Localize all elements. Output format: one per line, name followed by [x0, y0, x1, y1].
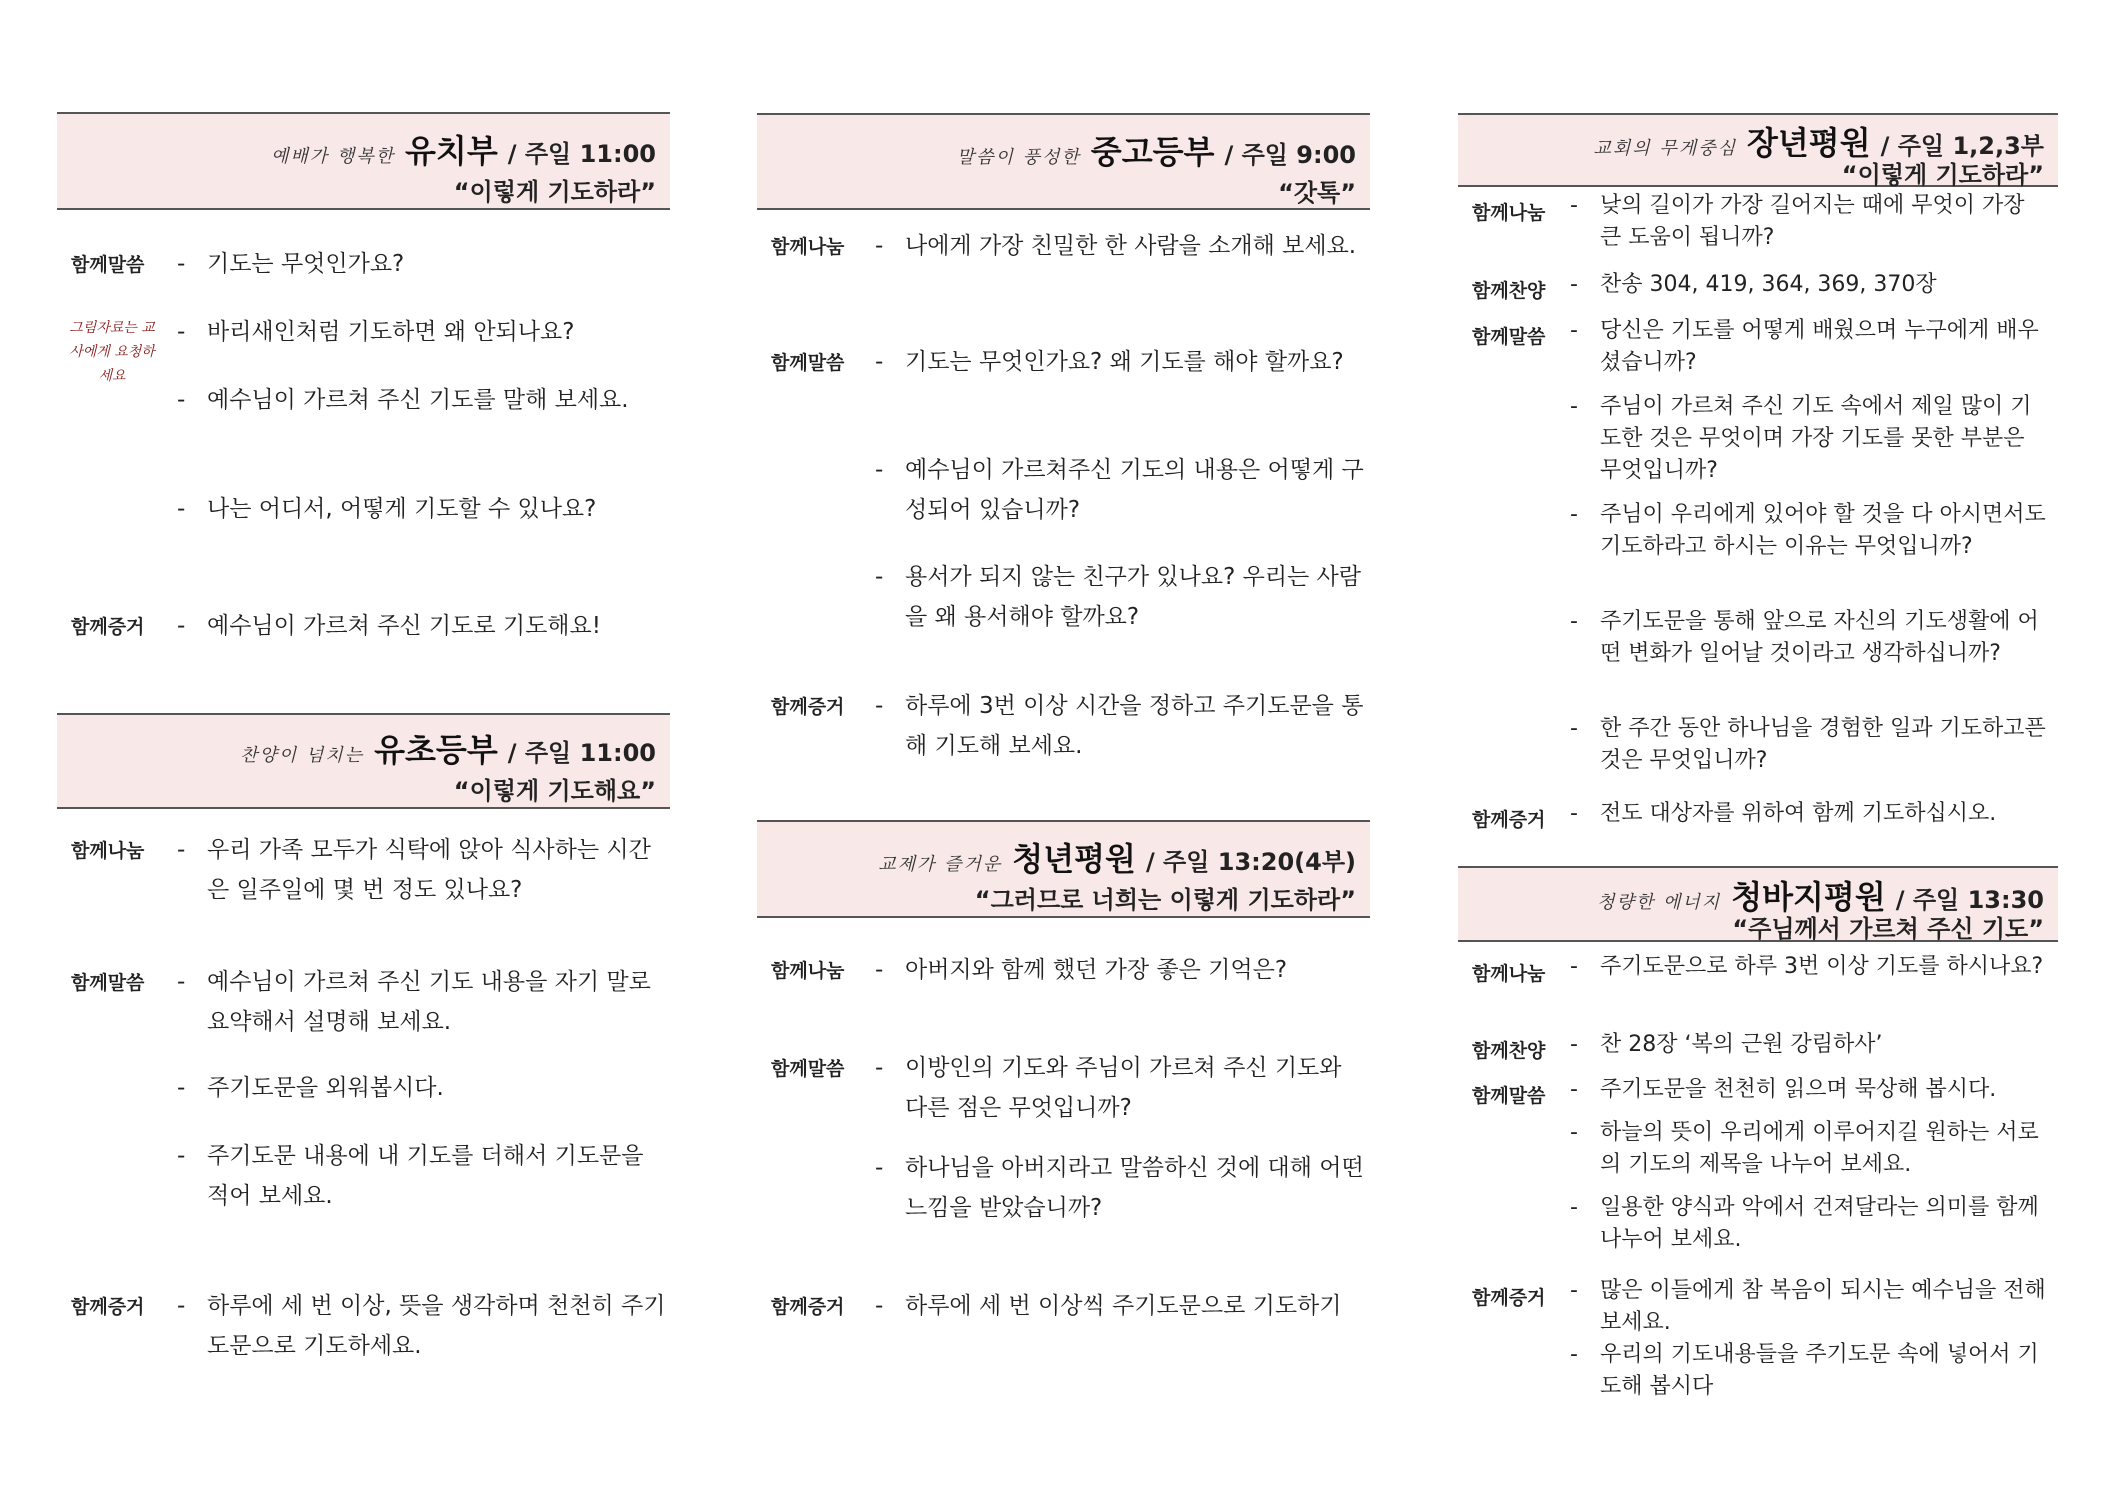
teacher-note: 그림자료는 교사에게 요청하세요: [69, 320, 155, 384]
list-item: - 나는 어디서, 어떻게 기도할 수 있나요?: [177, 496, 597, 522]
label-hymn: 함께찬양: [1472, 1040, 1546, 1062]
list-item: - 주님이 우리에게 있어야 할 것을 다 아시면서도 기도하라고 하시는 이유는 무엇입니까?: [1570, 502, 2046, 559]
list-item: - 주기도문을 통해 앞으로 자신의 기도생활에 어떤 변화가 일어날 것이라고 생각하십니까?: [1570, 609, 2039, 666]
section-theme: “이렇게 기도해요”: [453, 777, 656, 805]
list-item: - 찬 28장 ‘복의 근원 강림하사’: [1570, 1032, 1883, 1057]
list-item: - 기도는 무엇인가요?: [177, 251, 405, 277]
list-item: - 나에게 가장 친밀한 한 사람을 소개해 보세요.: [875, 233, 1357, 259]
label-share: 함께나눔: [771, 236, 845, 258]
column-3: [1458, 0, 2058, 1488]
list-item: - 일용한 양식과 악에서 건져달라는 의미를 함께 나누어 보세요.: [1570, 1195, 2039, 1252]
label-witness: 함께증거: [771, 1296, 845, 1318]
header-title-line: [240, 725, 656, 771]
service-time: / 주일 11:00: [507, 140, 656, 168]
list-item: - 많은 이들에게 참 복음이 되시는 예수님을 전해보세요.: [1570, 1278, 2046, 1335]
label-share: 함께나눔: [1472, 963, 1546, 985]
header-title-line: [878, 834, 1356, 880]
list-item: - 하루에 3번 이상 시간을 정하고 주기도문을 통해 기도해 보세요.: [875, 693, 1364, 759]
list-item: - 하루에 세 번 이상, 뜻을 생각하며 천천히 주기도문으로 기도하세요.: [177, 1293, 666, 1359]
list-item: - 기도는 무엇인가요? 왜 기도를 해야 할까요?: [875, 349, 1344, 375]
label-word: 함께말씀: [1472, 1085, 1546, 1107]
list-item: - 예수님이 가르쳐 주신 기도를 말해 보세요.: [177, 387, 629, 413]
list-item: - 한 주간 동안 하나님을 경험한 일과 기도하고픈 것은 무엇입니까?: [1570, 716, 2046, 773]
label-witness: 함께증거: [71, 616, 145, 638]
department-tagline: 예배가 행복한: [270, 146, 395, 167]
list-item: - 바리새인처럼 기도하면 왜 안되나요?: [177, 319, 575, 345]
service-time: / 주일 9:00: [1224, 141, 1356, 169]
list-item: - 예수님이 가르쳐 주신 기도 내용을 자기 말로 요약해서 설명해 보세요.: [177, 969, 651, 1035]
label-word: 함께말씀: [771, 352, 845, 374]
department-name: 유초등부: [374, 731, 498, 769]
department-tagline: 말씀이 풍성한: [956, 147, 1081, 168]
section-theme: “그러므로 너희는 이렇게 기도하라”: [974, 886, 1356, 914]
list-item: - 낮의 길이가 가장 길어지는 때에 무엇이 가장 큰 도움이 됩니까?: [1570, 193, 2025, 250]
department-name: 청바지평원: [1731, 878, 1886, 916]
department-tagline: 교회의 무게중심: [1593, 138, 1737, 159]
department-name: 청년평원: [1012, 840, 1136, 878]
list-item: - 하나님을 아버지라고 말씀하신 것에 대해 어떤 느낌을 받았습니까?: [875, 1155, 1364, 1221]
service-time: / 주일 13:20(4부): [1145, 848, 1356, 876]
section-theme: “이렇게 기도하라”: [453, 178, 656, 206]
label-witness: 함께증거: [771, 696, 845, 718]
section-theme: “갓톡”: [1278, 179, 1356, 207]
section-theme: “주님께서 가르쳐 주신 기도”: [1732, 915, 2044, 943]
label-word: 함께말씀: [1472, 326, 1546, 348]
list-item: - 아버지와 함께 했던 가장 좋은 기억은?: [875, 957, 1288, 983]
list-item: - 예수님이 가르쳐 주신 기도로 기도해요!: [177, 613, 601, 639]
section-header-kindergarten: [57, 112, 670, 210]
section-header-youth: [757, 113, 1370, 210]
label-word: 함께말씀: [71, 972, 145, 994]
section-header-elementary: [57, 713, 670, 809]
department-tagline: 찬양이 넘치는: [240, 745, 365, 766]
list-item: - 우리 가족 모두가 식탁에 앉아 식사하는 시간은 일주일에 몇 번 정도 있나요?: [177, 837, 651, 903]
section-header-young-couples: [1458, 866, 2058, 942]
column-2: [757, 0, 1370, 1488]
service-time: / 주일 13:30: [1895, 886, 2044, 914]
label-hymn: 함께찬양: [1472, 280, 1546, 302]
service-time: / 주일 11:00: [507, 739, 656, 767]
list-item: - 당신은 기도를 어떻게 배웠으며 누구에게 배우셨습니까?: [1570, 318, 2039, 375]
list-item: - 용서가 되지 않는 친구가 있나요? 우리는 사람을 왜 용서해야 할까요?: [875, 564, 1361, 630]
list-item: - 예수님이 가르쳐주신 기도의 내용은 어떻게 구성되어 있습니까?: [875, 457, 1364, 523]
list-item: - 찬송 304, 419, 364, 369, 370장: [1570, 272, 1937, 297]
section-theme: “이렇게 기도하라”: [1841, 161, 2044, 189]
label-share: 함께나눔: [771, 960, 845, 982]
department-name: 장년평원: [1746, 124, 1871, 162]
list-item: - 주님이 가르쳐 주신 기도 속에서 제일 많이 기도한 것은 무엇이며 가장 기도를 못한 부분은 무엇입니까?: [1570, 394, 2032, 483]
section-header-adults: [1458, 113, 2058, 187]
department-tagline: 교제가 즐거운: [878, 854, 1003, 875]
label-witness: 함께증거: [71, 1296, 145, 1318]
list-item: - 이방인의 기도와 주님이 가르쳐 주신 기도와 다른 점은 무엇입니까?: [875, 1055, 1342, 1121]
department-name: 중고등부: [1090, 133, 1215, 171]
label-witness: 함께증거: [1472, 1287, 1546, 1309]
label-share: 함께나눔: [1472, 202, 1546, 224]
label-share: 함께나눔: [71, 840, 145, 862]
list-item: - 주기도문 내용에 내 기도를 더해서 기도문을 적어 보세요.: [177, 1143, 644, 1209]
list-item: - 주기도문을 천천히 읽으며 묵상해 봅시다.: [1570, 1077, 1997, 1102]
section-header-young-adults: [757, 820, 1370, 918]
list-item: - 전도 대상자를 위하여 함께 기도하십시오.: [1570, 801, 1997, 826]
label-word: 함께말씀: [771, 1058, 845, 1080]
header-title-line: [271, 126, 656, 172]
department-name: 유치부: [405, 132, 498, 170]
department-tagline: 청량한 에너지: [1597, 892, 1722, 913]
label-word: 함께말씀: [71, 254, 145, 276]
list-item: - 주기도문으로 하루 3번 이상 기도를 하시나요?: [1570, 954, 2044, 979]
list-item: - 주기도문을 외워봅시다.: [177, 1075, 444, 1101]
header-title-line: [957, 127, 1356, 173]
list-item: - 하루에 세 번 이상씩 주기도문으로 기도하기: [875, 1293, 1342, 1319]
label-witness: 함께증거: [1472, 809, 1546, 831]
list-item: - 우리의 기도내용들을 주기도문 속에 넣어서 기도해 봅시다: [1570, 1342, 2039, 1399]
column-1: [57, 0, 670, 1488]
list-item: - 하늘의 뜻이 우리에게 이루어지길 원하는 서로의 기도의 제목을 나누어 보세요.: [1570, 1120, 2039, 1177]
service-time: / 주일 1,2,3부: [1880, 132, 2044, 160]
